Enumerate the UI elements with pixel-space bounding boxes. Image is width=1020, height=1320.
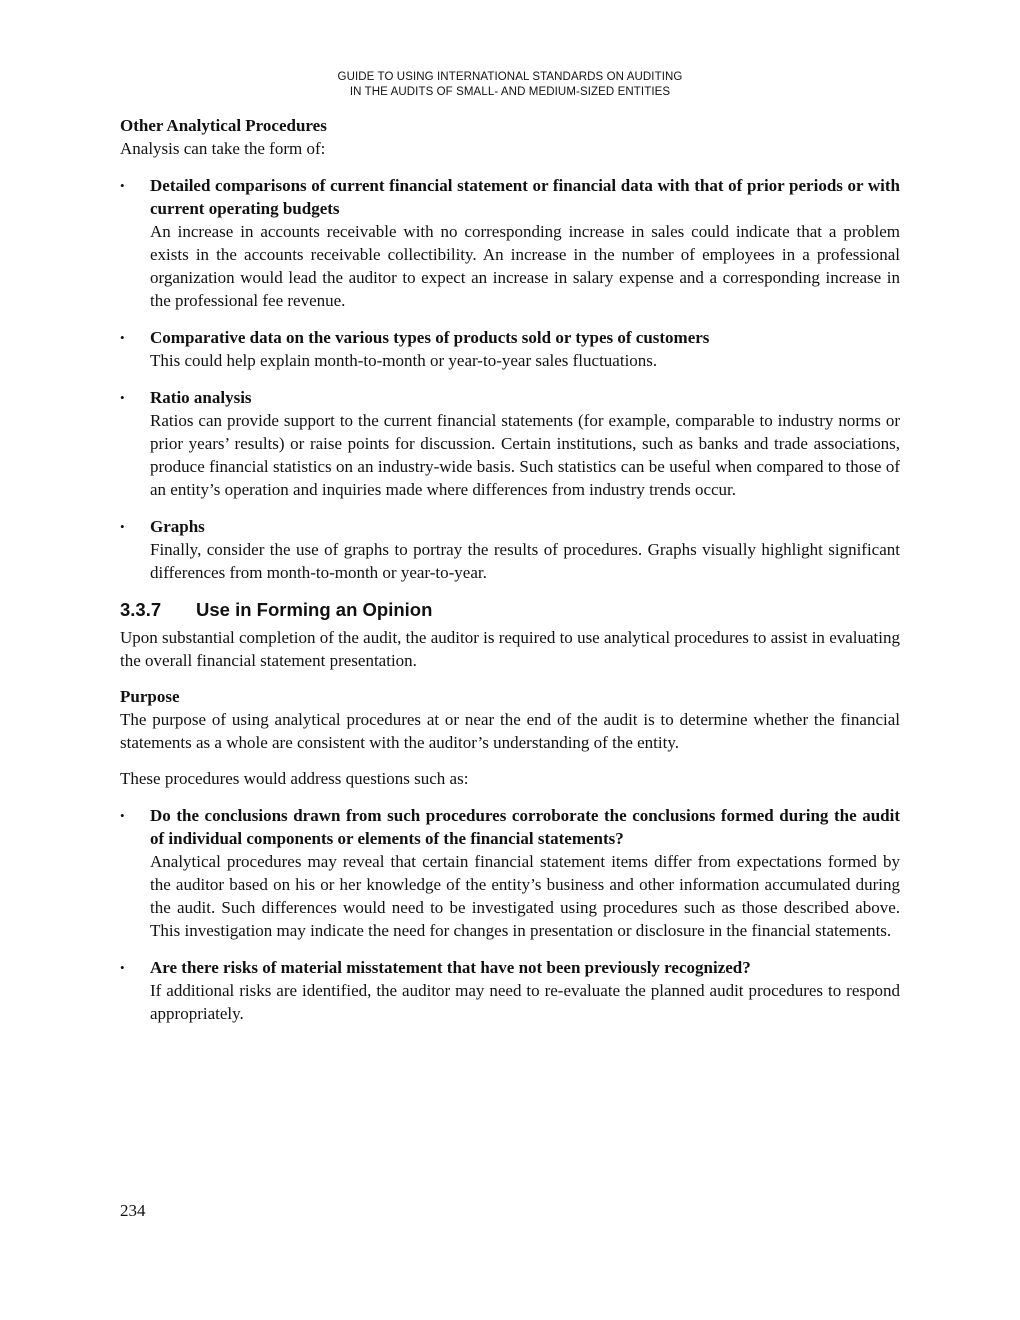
list-item-title: Graphs xyxy=(150,517,205,536)
list-item xyxy=(120,804,900,942)
list-item-title: Are there risks of material misstatement that have not been previously recognized? xyxy=(150,958,751,977)
spacer xyxy=(120,672,900,685)
questions-intro: These procedures would address questions such as: xyxy=(120,769,469,788)
bullet-icon: • xyxy=(120,808,125,823)
list-item-body: If additional risks are identified, the auditor may need to re-evaluate the planned audit procedures to respond appropriately. xyxy=(150,981,900,1023)
list-item-body: This could help explain month-to-month or year-to-year sales fluctuations. xyxy=(150,351,658,370)
list-item-title: Do the conclusions drawn from such procedures corroborate the conclusions formed during the audit of individual components or elements of the financial statements? xyxy=(150,806,900,848)
questions-list xyxy=(120,804,900,1025)
list-item-body: An increase in accounts receivable with no corresponding increase in sales could indicate that a problem exists in the accounts receivable collectibility. An increase in the number of employees in a professional organization would lead the auditor to expect an increase in salary expense and a corresponding increase in the professional fee revenue. xyxy=(150,222,900,310)
bullet-icon: • xyxy=(120,960,125,975)
list-item-title: Comparative data on the various types of products sold or types of customers xyxy=(150,328,710,347)
bullet-icon: • xyxy=(120,178,125,193)
other-analytical-intro: Analysis can take the form of: xyxy=(120,139,326,158)
list-item-body: Ratios can provide support to the current financial statements (for example, comparable to industry norms or prior years’ results) or raise points for discussion. Certain institutions, such as banks and trade associations, produce financial statistics on an industry-wide basis. Such statistics can be useful when compared to those of an entity’s operation and inquiries made where differences from industry trends occur. xyxy=(150,411,900,499)
bullet-icon: • xyxy=(120,330,125,345)
list-item-body: Finally, consider the use of graphs to portray the results of procedures. Graphs visually highlight significant differences from month-to-month or year-to-year. xyxy=(150,540,900,582)
bullet-icon: • xyxy=(120,390,125,405)
section-number: 3.3.7 xyxy=(120,599,162,620)
other-analytical-procedures-heading: Other Analytical Procedures xyxy=(120,116,327,135)
list-item xyxy=(120,326,900,372)
list-item-title: Ratio analysis xyxy=(150,388,252,407)
bullet-icon: • xyxy=(120,519,125,534)
list-item xyxy=(120,515,900,584)
spacer xyxy=(120,754,900,767)
list-item-body: Analytical procedures may reveal that certain financial statement items differ from expectations formed by the auditor based on his or her knowledge of the entity’s business and other information accumulated during the audit. Such differences would need to be investigated using procedures such as those described above. This investigation may indicate the need for changes in presentation or disclosure in the financial statements. xyxy=(150,852,900,940)
section-intro: Upon substantial completion of the audit, the auditor is required to use analytical procedures to assist in evaluating the overall financial statement presentation. xyxy=(120,628,900,670)
running-header xyxy=(120,70,900,100)
purpose-body: The purpose of using analytical procedures at or near the end of the audit is to determine whether the financial statements as a whole are consistent with the auditor’s understanding of the entity. xyxy=(120,710,900,752)
running-header-line-1: GUIDE TO USING INTERNATIONAL STANDARDS ON AUDITING xyxy=(337,71,683,83)
list-item-title: Detailed comparisons of current financial statement or financial data with that of prior periods or with current operating budgets xyxy=(150,176,900,218)
section-heading xyxy=(120,598,900,622)
list-item xyxy=(120,174,900,312)
section-title: Use in Forming an Opinion xyxy=(196,599,433,620)
analysis-forms-list xyxy=(120,174,900,584)
page-content xyxy=(120,114,900,1039)
running-header-line-2: IN THE AUDITS OF SMALL- AND MEDIUM-SIZED ENTITIES xyxy=(349,86,671,98)
list-item xyxy=(120,956,900,1025)
page-number: 234 xyxy=(120,1201,146,1220)
list-item xyxy=(120,386,900,501)
purpose-heading: Purpose xyxy=(120,687,180,706)
